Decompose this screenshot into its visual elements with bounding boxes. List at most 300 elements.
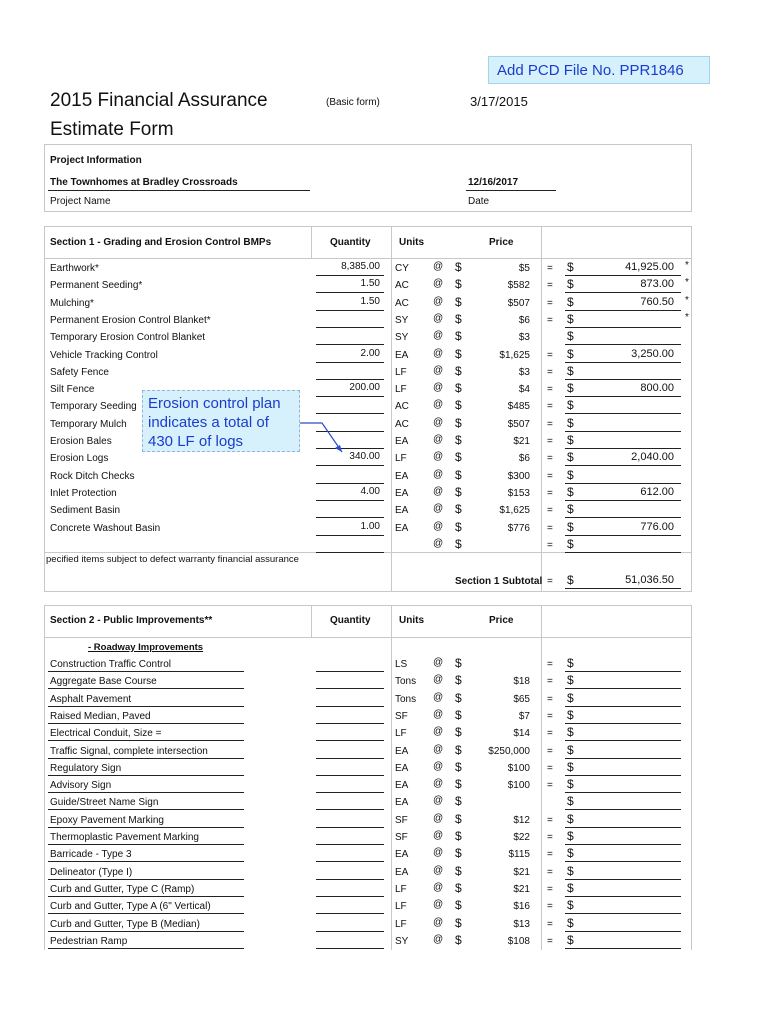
line-total: 41,925.00 — [625, 261, 674, 273]
line-total: 760.50 — [640, 295, 674, 308]
at-sign: @ — [433, 657, 444, 668]
total-currency: $ — [567, 433, 574, 447]
unit-price: $1,625 — [499, 505, 530, 517]
total-underline — [565, 827, 681, 828]
unit-value: EA — [395, 866, 409, 878]
unit-value: EA — [395, 349, 409, 361]
total-underline — [565, 844, 681, 845]
price-currency: $ — [455, 260, 462, 274]
unit-value: SY — [395, 935, 409, 947]
total-underline — [565, 310, 681, 311]
quantity-underline — [316, 740, 384, 741]
total-underline — [565, 792, 681, 793]
at-sign: @ — [433, 312, 444, 324]
price-currency: $ — [455, 519, 462, 534]
at-sign: @ — [433, 760, 444, 772]
item-label: Inlet Protection — [50, 487, 117, 499]
price-currency: $ — [455, 777, 462, 792]
unit-value: CY — [395, 263, 409, 274]
price-currency: $ — [455, 673, 462, 688]
equals-sign: = — [547, 814, 553, 826]
quantity-value[interactable]: 200.00 — [349, 382, 380, 394]
total-currency: $ — [567, 277, 574, 292]
unit-value: Tons — [395, 676, 417, 688]
label-underline — [48, 775, 244, 776]
quantity-underline — [316, 396, 384, 397]
total-underline — [565, 465, 681, 466]
unit-value: EA — [395, 745, 409, 757]
total-underline — [565, 362, 681, 363]
unit-value: EA — [395, 436, 409, 447]
equals-sign: = — [547, 710, 553, 722]
total-underline — [565, 552, 681, 553]
form-date: 3/17/2015 — [470, 94, 528, 109]
total-underline — [565, 740, 681, 741]
at-sign: @ — [433, 778, 444, 790]
unit-value: EA — [395, 487, 409, 499]
unit-price: $22 — [513, 832, 530, 843]
defect-warranty-mark: * — [685, 277, 689, 289]
section2-col-price: Price — [489, 615, 514, 626]
price-currency: $ — [455, 707, 462, 722]
at-sign: @ — [433, 451, 444, 463]
item-label: Safety Fence — [50, 366, 109, 378]
item-label: Curb and Gutter, Type C (Ramp) — [50, 883, 195, 895]
total-underline — [565, 758, 681, 759]
section1-title: Section 1 - Grading and Erosion Control BMPs — [50, 237, 272, 248]
item-label: Permanent Erosion Control Blanket* — [50, 314, 211, 326]
equals-sign: = — [547, 280, 553, 292]
at-sign: @ — [433, 830, 444, 841]
item-label: Sediment Basin — [50, 505, 121, 517]
item-label: Mulching* — [50, 297, 94, 309]
quantity-value[interactable]: 4.00 — [360, 485, 380, 497]
unit-price: $485 — [507, 401, 530, 413]
quantity-underline — [316, 517, 384, 518]
item-label: Regulatory Sign — [50, 762, 122, 774]
quantity-underline — [316, 671, 384, 672]
unit-price: $776 — [507, 522, 530, 534]
form-type: (Basic form) — [326, 97, 380, 108]
unit-value: EA — [395, 797, 409, 809]
total-currency: $ — [567, 777, 574, 792]
unit-value: EA — [395, 762, 409, 774]
line-total: 873.00 — [640, 278, 674, 291]
item-label: Electrical Conduit, Size = — [50, 728, 162, 740]
section1-subtotal-label: Section 1 Subtotal — [455, 576, 543, 587]
quantity-underline — [316, 327, 384, 328]
price-currency: $ — [455, 363, 462, 378]
quantity-underline — [316, 379, 384, 380]
equals-sign: = — [547, 832, 553, 843]
at-sign: @ — [433, 382, 444, 394]
unit-price: $18 — [513, 676, 530, 688]
roadway-subheading: - Roadway Improvements — [88, 642, 204, 653]
equals-sign: = — [547, 849, 553, 861]
project-info-label: Project Information — [50, 155, 142, 166]
unit-value: SY — [395, 332, 409, 344]
item-label: Advisory Sign — [50, 780, 112, 792]
equals-sign: = — [547, 935, 553, 947]
quantity-value[interactable]: 1.00 — [360, 520, 380, 532]
total-underline — [565, 775, 681, 776]
at-sign: @ — [433, 708, 444, 720]
total-underline — [565, 292, 681, 293]
unit-value: SF — [395, 832, 408, 843]
item-label: Erosion Bales — [50, 436, 112, 447]
price-currency: $ — [455, 536, 462, 551]
price-currency: $ — [455, 311, 462, 326]
total-underline — [565, 913, 681, 914]
unit-value: LF — [395, 366, 407, 378]
at-sign: @ — [433, 347, 444, 359]
total-underline — [565, 379, 681, 380]
section1-subtotal-value: 51,036.50 — [625, 574, 674, 586]
unit-price: $250,000 — [488, 745, 530, 757]
total-currency: $ — [567, 450, 574, 465]
unit-value: AC — [395, 280, 409, 292]
price-currency: $ — [455, 725, 462, 740]
item-label: Permanent Seeding* — [50, 280, 143, 292]
line-total: 2,040.00 — [631, 451, 674, 464]
quantity-underline — [316, 861, 384, 862]
equals-sign: = — [547, 418, 553, 430]
equals-sign: = — [547, 401, 553, 413]
total-underline — [565, 483, 681, 484]
at-sign: @ — [433, 434, 444, 445]
price-currency: $ — [455, 759, 462, 774]
unit-value: AC — [395, 401, 409, 413]
total-underline — [565, 931, 681, 932]
price-currency: $ — [455, 502, 462, 517]
unit-value: LF — [395, 453, 407, 465]
label-underline — [48, 879, 244, 880]
equals-sign: = — [547, 676, 553, 688]
unit-value: LF — [395, 883, 407, 895]
equals-sign: = — [547, 522, 553, 534]
line-total: 800.00 — [640, 382, 674, 395]
equals-sign: = — [547, 901, 553, 913]
quantity-underline — [316, 483, 384, 484]
total-currency: $ — [567, 260, 574, 274]
unit-price: $507 — [507, 418, 530, 430]
quantity-underline — [316, 688, 384, 689]
at-sign: @ — [433, 864, 444, 876]
at-sign: @ — [433, 933, 444, 945]
total-currency: $ — [567, 398, 574, 413]
section1-subtotal-eq: = — [547, 576, 553, 587]
total-currency: $ — [567, 725, 574, 740]
at-sign: @ — [433, 399, 444, 411]
item-label: Asphalt Pavement — [50, 693, 132, 705]
at-sign: @ — [433, 674, 444, 686]
at-sign: @ — [433, 278, 444, 290]
item-label: Curb and Gutter, Type B (Median) — [50, 918, 200, 930]
at-sign: @ — [433, 503, 444, 515]
total-underline — [565, 275, 681, 276]
section1-footnote: pecified items subject to defect warranty financial assurance — [46, 554, 299, 565]
callout-line1: Erosion control plan — [148, 395, 281, 412]
item-label: Erosion Logs — [50, 453, 109, 465]
total-underline — [565, 948, 681, 949]
item-label: Construction Traffic Control — [50, 659, 171, 670]
quantity-underline — [316, 552, 384, 553]
quantity-value[interactable]: 8,385.00 — [341, 261, 380, 272]
equals-sign: = — [547, 866, 553, 878]
equals-sign: = — [547, 263, 553, 274]
price-currency: $ — [455, 915, 462, 930]
equals-sign: = — [547, 436, 553, 447]
total-currency: $ — [567, 673, 574, 688]
section1-subtotal-currency: $ — [567, 573, 574, 587]
label-underline — [48, 740, 244, 741]
unit-price: $153 — [507, 487, 530, 499]
total-currency: $ — [567, 932, 574, 947]
item-label: Vehicle Tracking Control — [50, 349, 158, 361]
equals-sign: = — [547, 453, 553, 465]
item-label: Curb and Gutter, Type A (6" Vertical) — [50, 901, 211, 913]
total-underline — [565, 500, 681, 501]
section2-col-units: Units — [399, 615, 424, 626]
total-currency: $ — [567, 811, 574, 826]
quantity-underline — [316, 896, 384, 897]
quantity-underline — [316, 500, 384, 501]
price-currency: $ — [455, 742, 462, 757]
line-total: 776.00 — [640, 520, 674, 533]
price-currency: $ — [455, 690, 462, 705]
label-underline — [48, 723, 244, 724]
total-underline — [565, 535, 681, 536]
item-label: Temporary Seeding — [50, 401, 137, 413]
unit-price: $12 — [513, 814, 530, 826]
project-date-label: Date — [468, 196, 490, 207]
quantity-underline — [316, 723, 384, 724]
total-currency: $ — [567, 346, 574, 361]
section1-col-quantity: Quantity — [330, 237, 371, 248]
item-label: Epoxy Pavement Marking — [50, 814, 164, 826]
project-name-label: Project Name — [50, 196, 111, 207]
item-label: Thermoplastic Pavement Marking — [50, 832, 199, 843]
label-underline — [48, 913, 244, 914]
at-sign: @ — [433, 691, 444, 703]
unit-value: LF — [395, 918, 407, 930]
at-sign: @ — [433, 881, 444, 893]
at-sign: @ — [433, 795, 444, 807]
unit-price: $13 — [513, 918, 530, 930]
total-underline — [565, 327, 681, 328]
total-currency: $ — [567, 519, 574, 534]
label-underline — [48, 844, 244, 845]
item-label: Rock Ditch Checks — [50, 470, 135, 482]
at-sign: @ — [433, 726, 444, 738]
at-sign: @ — [433, 916, 444, 928]
total-currency: $ — [567, 863, 574, 878]
unit-value: SY — [395, 314, 409, 326]
line-total: 3,250.00 — [631, 347, 674, 360]
at-sign: @ — [433, 899, 444, 911]
form-title-line1: 2015 Financial Assurance — [50, 90, 268, 111]
defect-warranty-mark: * — [685, 260, 689, 271]
total-underline — [565, 431, 681, 432]
total-underline — [565, 723, 681, 724]
label-underline — [48, 896, 244, 897]
total-currency: $ — [567, 329, 574, 344]
quantity-underline — [316, 413, 384, 414]
at-sign: @ — [433, 812, 444, 824]
price-currency: $ — [455, 898, 462, 913]
label-underline — [48, 931, 244, 932]
pcd-file-note: Add PCD File No. PPR1846 — [488, 56, 710, 84]
project-name-value[interactable]: The Townhomes at Bradley Crossroads — [50, 177, 238, 188]
equals-sign: = — [547, 780, 553, 792]
label-underline — [48, 948, 244, 949]
label-underline — [48, 688, 244, 689]
equals-sign: = — [547, 505, 553, 517]
price-currency: $ — [455, 346, 462, 361]
unit-price: $21 — [513, 436, 530, 447]
price-currency: $ — [455, 398, 462, 413]
unit-price: $100 — [507, 780, 530, 792]
unit-value: SF — [395, 814, 408, 826]
quantity-underline — [316, 535, 384, 536]
price-currency: $ — [455, 484, 462, 499]
total-underline — [565, 706, 681, 707]
equals-sign: = — [547, 693, 553, 705]
unit-value: AC — [395, 297, 409, 309]
price-currency: $ — [455, 381, 462, 396]
unit-price: $108 — [507, 935, 530, 947]
unit-price: $507 — [507, 297, 530, 309]
total-currency: $ — [567, 759, 574, 774]
equals-sign: = — [547, 883, 553, 895]
price-currency: $ — [455, 846, 462, 861]
total-underline — [565, 671, 681, 672]
quantity-underline — [316, 931, 384, 932]
unit-price: $1,625 — [499, 349, 530, 361]
unit-value: SF — [395, 710, 408, 722]
quantity-underline — [316, 344, 384, 345]
total-currency: $ — [567, 690, 574, 705]
quantity-underline — [316, 706, 384, 707]
quantity-underline — [316, 775, 384, 776]
at-sign: @ — [433, 468, 444, 480]
at-sign: @ — [433, 847, 444, 859]
total-currency: $ — [567, 656, 574, 670]
unit-price: $3 — [518, 366, 530, 378]
equals-sign: = — [547, 762, 553, 774]
unit-value: LS — [395, 659, 408, 670]
total-currency: $ — [567, 311, 574, 326]
label-underline — [48, 758, 244, 759]
price-currency: $ — [455, 656, 462, 670]
label-underline — [48, 809, 244, 810]
total-currency: $ — [567, 707, 574, 722]
equals-sign: = — [547, 728, 553, 740]
quantity-value[interactable]: 2.00 — [360, 347, 380, 359]
equals-sign: = — [547, 659, 553, 670]
total-currency: $ — [567, 502, 574, 517]
equals-sign: = — [547, 918, 553, 930]
price-currency: $ — [455, 277, 462, 292]
quantity-value[interactable]: 1.50 — [360, 278, 380, 290]
unit-value: EA — [395, 849, 409, 861]
label-underline — [48, 827, 244, 828]
price-currency: $ — [455, 329, 462, 344]
item-label: Temporary Erosion Control Blanket — [50, 332, 206, 344]
at-sign: @ — [433, 364, 444, 376]
label-underline — [48, 671, 244, 672]
price-currency: $ — [455, 433, 462, 447]
total-currency: $ — [567, 484, 574, 499]
quantity-underline — [316, 879, 384, 880]
quantity-underline — [316, 310, 384, 311]
quantity-underline — [316, 809, 384, 810]
total-underline — [565, 896, 681, 897]
equals-sign: = — [547, 314, 553, 326]
unit-price: $6 — [518, 453, 530, 465]
total-underline — [565, 448, 681, 449]
item-label: Raised Median, Paved — [50, 710, 151, 722]
equals-sign: = — [547, 745, 553, 757]
unit-price: $65 — [513, 693, 530, 705]
total-underline — [565, 688, 681, 689]
equals-sign: = — [547, 539, 553, 551]
item-label: Traffic Signal, complete intersection — [50, 745, 208, 757]
total-currency: $ — [567, 846, 574, 861]
unit-price: $4 — [518, 384, 530, 396]
total-currency: $ — [567, 363, 574, 378]
callout-line2: indicates a total of — [148, 414, 269, 431]
price-currency: $ — [455, 863, 462, 878]
total-currency: $ — [567, 915, 574, 930]
unit-value: EA — [395, 780, 409, 792]
quantity-value[interactable]: 1.50 — [360, 295, 380, 307]
at-sign: @ — [433, 485, 444, 497]
total-currency: $ — [567, 381, 574, 396]
section1-col-units: Units — [399, 237, 424, 248]
unit-value: EA — [395, 522, 409, 534]
price-currency: $ — [455, 467, 462, 482]
total-underline — [565, 809, 681, 810]
equals-sign: = — [547, 470, 553, 482]
at-sign: @ — [433, 537, 444, 549]
total-underline — [565, 396, 681, 397]
total-currency: $ — [567, 536, 574, 551]
section1-col-price: Price — [489, 237, 514, 248]
total-currency: $ — [567, 880, 574, 895]
item-label: Delineator (Type I) — [50, 866, 133, 878]
quantity-value[interactable]: 340.00 — [349, 451, 380, 463]
unit-value: LF — [395, 728, 407, 740]
equals-sign: = — [547, 349, 553, 361]
unit-value: LF — [395, 901, 407, 913]
project-date-value[interactable]: 12/16/2017 — [468, 177, 519, 188]
quantity-underline — [316, 362, 384, 363]
unit-price: $16 — [513, 901, 530, 913]
item-label: Barricade - Type 3 — [50, 849, 132, 861]
unit-price: $14 — [513, 728, 530, 740]
section2-title: Section 2 - Public Improvements** — [50, 615, 213, 626]
unit-value: EA — [395, 505, 409, 517]
total-underline — [565, 879, 681, 880]
quantity-underline — [316, 758, 384, 759]
erosion-log-callout — [142, 390, 300, 452]
unit-price: $100 — [507, 762, 530, 774]
unit-price: $7 — [518, 710, 530, 722]
callout-arrow-icon — [296, 418, 350, 458]
unit-value: AC — [395, 418, 409, 430]
price-currency: $ — [455, 415, 462, 430]
